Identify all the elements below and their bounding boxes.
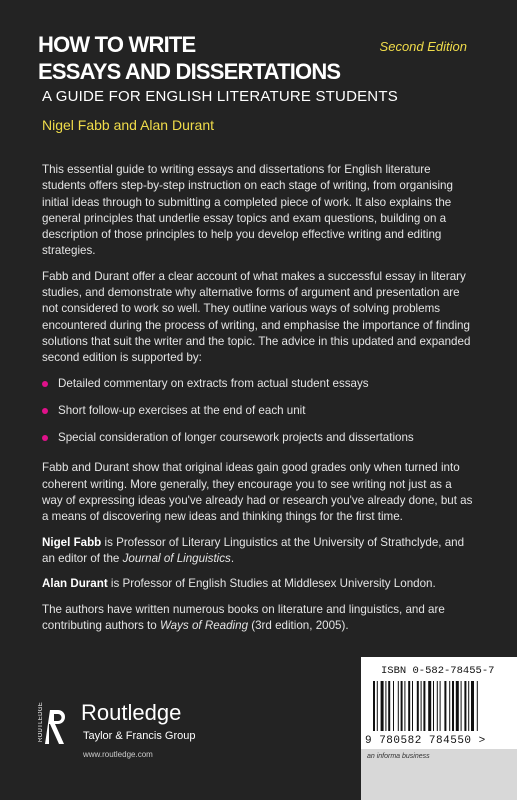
publisher-name: Routledge <box>81 700 182 725</box>
blurb-paragraph-1: This essential guide to writing essays and dissertations for English literature students offers step-by-step instruction on each stage of writing, from organising initial ideas through to submitting a completed piece of work. It also explains the general principles that underlie essay topics and exam questions, building on a description of those principles to help you develop effective writing and editing strategies. <box>42 163 453 258</box>
feature-list <box>42 376 474 447</box>
author-bio-fabb <box>42 535 474 568</box>
barcode-bar <box>408 681 410 731</box>
barcode-bar <box>417 681 419 731</box>
barcode-bar <box>456 681 459 731</box>
barcode-bar <box>471 681 474 731</box>
barcode-bar <box>388 681 390 731</box>
barcode-bar <box>398 681 399 731</box>
barcode-bar <box>381 681 384 731</box>
list-item-text: Short follow-up exercises at the end of each unit <box>58 403 306 417</box>
informa-label: an informa business <box>367 753 430 760</box>
publisher-website: www.routledge.com <box>83 750 153 759</box>
authors-note <box>42 602 474 635</box>
title-line-1: HOW TO WRITE <box>38 32 196 57</box>
barcode-bar <box>423 681 425 731</box>
ean-number: 9 780582 784550 > <box>365 735 486 747</box>
journal-title: Journal of Linguistics <box>122 551 231 565</box>
list-item-text: Detailed commentary on extracts from actual student essays <box>58 376 369 390</box>
author-bio-durant <box>42 576 474 592</box>
publisher-group: Taylor & Francis Group <box>83 730 196 742</box>
author-names: Nigel Fabb and Alan Durant <box>42 117 214 133</box>
barcode-bar <box>428 681 431 731</box>
book-title <box>38 31 340 85</box>
isbn-number: ISBN 0-582-78455-7 <box>381 665 495 677</box>
bio-text-end: . <box>230 551 235 565</box>
edition-label: Second Edition <box>379 39 467 54</box>
barcode-bar <box>412 681 413 731</box>
barcode-bar <box>440 681 441 731</box>
list-item <box>42 376 474 392</box>
bio-name: Nigel Fabb <box>42 535 102 549</box>
barcode-bar <box>437 681 438 731</box>
barcode-bar <box>433 681 434 731</box>
bio-text: is Professor of English Studies at Middlesex University London. <box>107 577 436 591</box>
bullet-icon <box>42 408 48 414</box>
barcode-bar <box>477 681 478 731</box>
barcode-bar <box>401 681 403 731</box>
barcode-bar <box>404 681 405 731</box>
barcode-icon <box>371 681 507 735</box>
list-item <box>42 403 474 419</box>
barcode-bar <box>377 681 378 731</box>
barcode-bar <box>385 681 386 731</box>
book-subtitle: A GUIDE FOR ENGLISH LITERATURE STUDENTS <box>42 88 398 105</box>
informa-strip <box>361 749 517 800</box>
barcode-bar <box>449 681 450 731</box>
barcode-bar <box>373 681 375 731</box>
barcode-bar <box>444 681 446 731</box>
barcode-panel <box>361 657 517 800</box>
note-text-end: (3rd edition, 2005). <box>248 618 349 632</box>
blurb-paragraph-3: Fabb and Durant show that original ideas gain good grades only when turned into coherent writing. More generally, they encourage you to see writing not just as a way of expressing ideas you've already had or research you've already done, but as a means of discovering new ideas and thinking things for the first time. <box>42 461 473 524</box>
list-item <box>42 430 474 446</box>
note-text: The authors have written numerous books on literature and linguistics, and are contributing authors to <box>42 602 445 632</box>
barcode-bar <box>464 681 466 731</box>
bullet-icon <box>42 435 48 441</box>
title-line-2: ESSAYS AND DISSERTATIONS <box>38 59 341 84</box>
bio-text: is Professor of Literary Linguistics at the University of Strathclyde, and an editor of the <box>42 535 465 565</box>
book-reference: Ways of Reading <box>159 618 249 632</box>
barcode-bar <box>452 681 454 731</box>
bullet-icon <box>42 381 48 387</box>
barcode-bar <box>393 681 394 731</box>
barcode-bar <box>421 681 422 731</box>
list-item-text: Special consideration of longer coursework projects and dissertations <box>58 431 414 445</box>
barcode-bar <box>461 681 462 731</box>
barcode-bar <box>468 681 469 731</box>
blurb <box>42 162 474 643</box>
routledge-vertical-text: ROUTLEDGE <box>38 702 44 743</box>
bio-name: Alan Durant <box>42 577 108 591</box>
blurb-paragraph-2: Fabb and Durant offer a clear account of what makes a successful essay in literary studies, and demonstrate why alternative forms of argument and presentation are not considered to work so well. They outline various ways of solving problems encountered during the process of writing, and emphasise the importance of finding solutions that suit the writer and the topic. The advice in this updated and expanded second edition is supported by: <box>42 269 471 365</box>
